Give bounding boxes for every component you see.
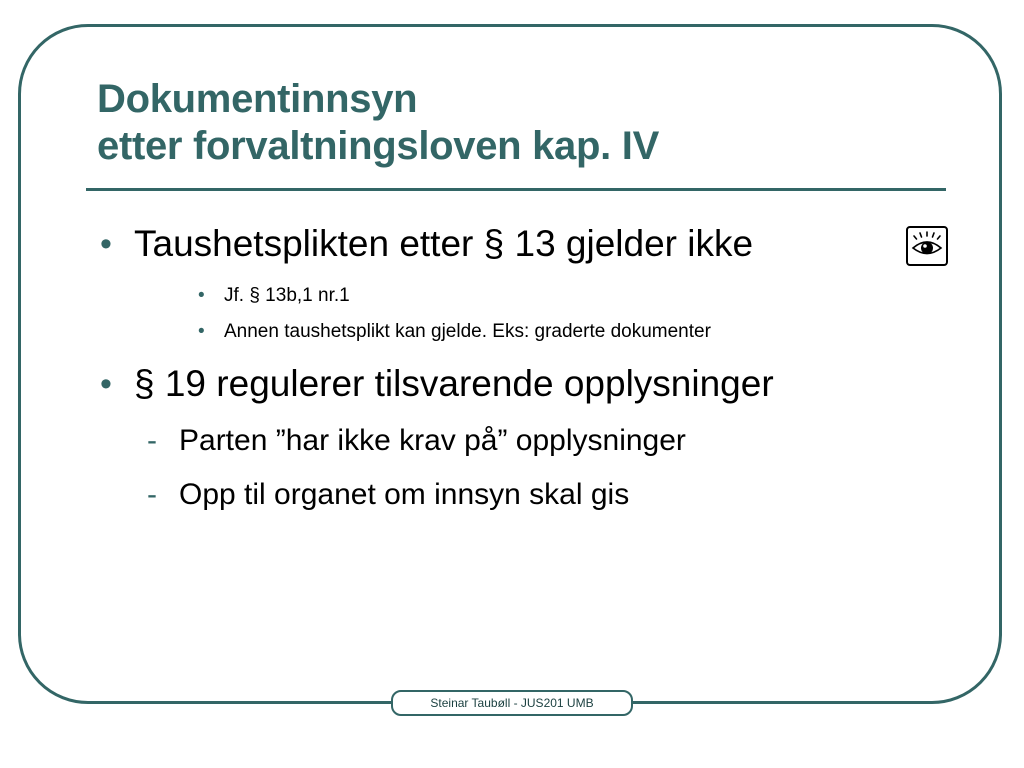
sub-bullet-1-1-text: Jf. § 13b,1 nr.1	[224, 285, 350, 306]
bullet-1-text: Taushetsplikten etter § 13 gjelder ikke	[134, 223, 754, 264]
dash-marker: -	[147, 424, 157, 457]
sub-bullet-marker: •	[198, 321, 205, 342]
dash-marker: -	[147, 478, 157, 511]
footer-label: Steinar Taubøll - JUS201 UMB	[391, 690, 633, 716]
title-line-1: Dokumentinnsyn	[97, 77, 418, 121]
bullet-marker: •	[100, 365, 112, 403]
dash-item-2-1-text: Parten ”har ikke krav på” opplysninger	[179, 424, 686, 457]
bullet-2-text: § 19 regulerer tilsvarende opplysninger	[134, 363, 774, 404]
sub-bullet-marker: •	[198, 285, 205, 306]
eye-icon[interactable]	[906, 226, 948, 266]
eye-icon-graphic	[908, 228, 946, 264]
title-line-2: etter forvaltningsloven kap. IV	[97, 124, 659, 168]
dash-item-2-2-text: Opp til organet om innsyn skal gis	[179, 478, 630, 511]
bullet-marker: •	[100, 225, 112, 263]
sub-bullet-1-2-text: Annen taushetsplikt kan gjelde. Eks: graderte dokumenter	[224, 321, 711, 342]
